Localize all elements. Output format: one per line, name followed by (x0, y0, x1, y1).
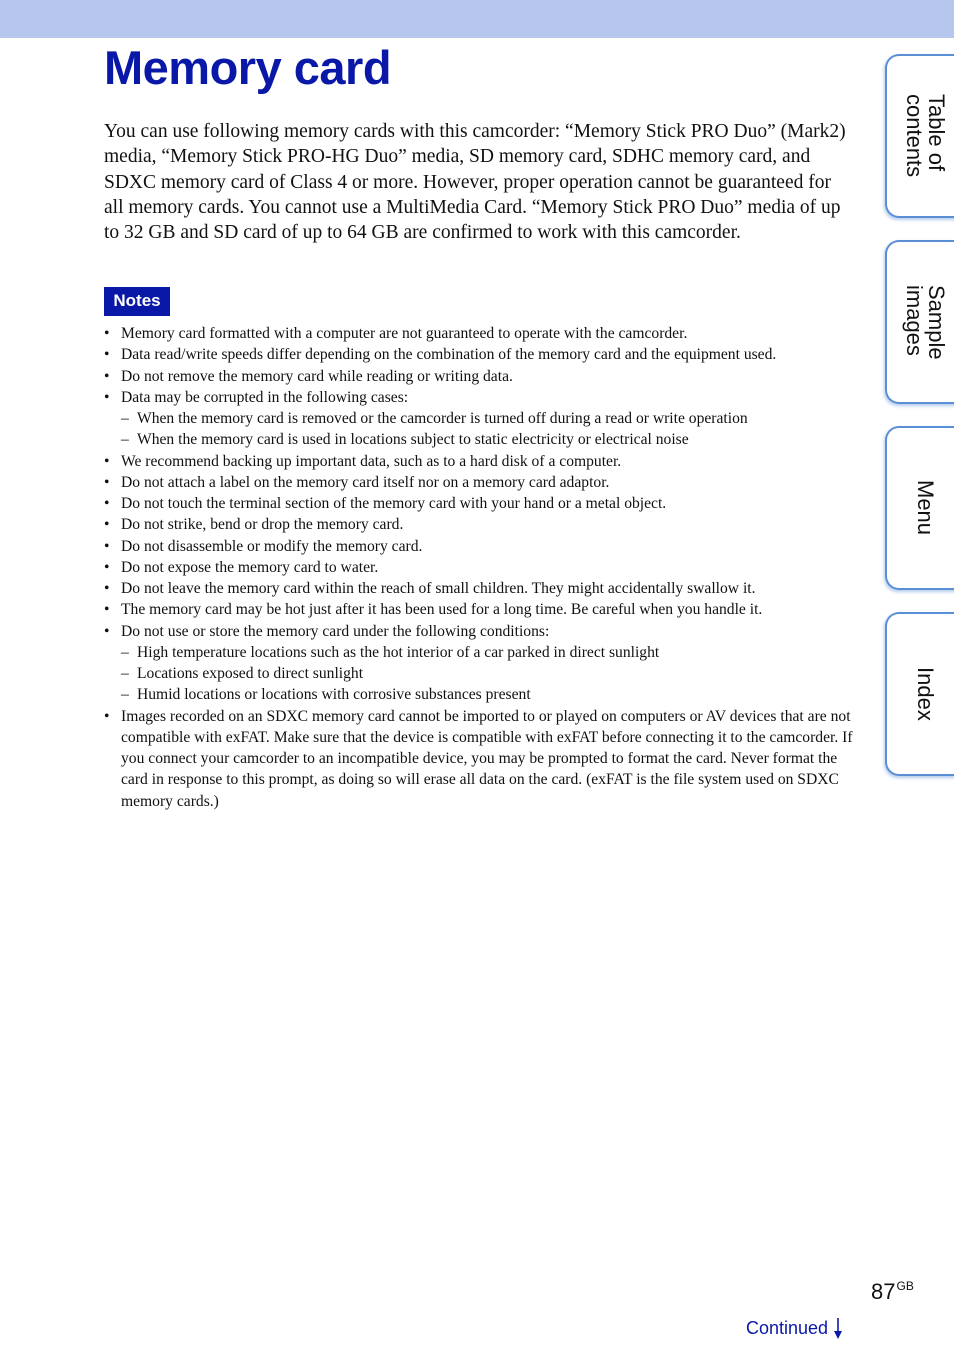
continued-label: Continued (746, 1317, 829, 1338)
sub-list-item (121, 663, 856, 684)
note-text: Data may be corrupted in the following cases: (121, 388, 409, 406)
list-item (104, 366, 856, 387)
sub-list-item (121, 408, 856, 429)
bullet-icon: • (104, 452, 110, 470)
sub-note-text: Humid locations or locations with corrosive substances present (137, 686, 531, 704)
note-text: Memory card formatted with a computer are not guaranteed to operate with the camcorder. (121, 325, 688, 342)
note-text: Do not expose the memory card to water. (121, 558, 379, 576)
sub-list-item (121, 642, 856, 663)
page-number-value: 87 (871, 1279, 896, 1304)
side-tab-label: Menu (913, 480, 938, 536)
bullet-icon: • (104, 558, 110, 576)
bullet-icon: • (104, 622, 110, 640)
side-tab-label: Sample images (902, 284, 949, 360)
bullet-icon: • (104, 346, 110, 364)
note-text: Do not use or store the memory card under the following conditions: (121, 622, 550, 640)
bullet-icon: • (104, 495, 110, 512)
side-tab-menu[interactable] (885, 426, 954, 590)
page-title: Memory card (104, 41, 392, 94)
list-item (104, 387, 856, 451)
side-tab-label: Index (913, 667, 938, 721)
bullet-icon: • (104, 325, 110, 342)
dash-icon: – (121, 643, 129, 661)
list-item (104, 493, 856, 514)
bullet-icon: • (104, 601, 110, 619)
corruption-cases-list (121, 408, 856, 451)
note-text: Images recorded on an SDXC memory card cannot be imported to or played on computers or AV devices that are not compatible with exFAT. Make sure that the device is compatible with exFAT before connecting it to the camcorder. If you connect your camcorder to an incompatible device, you may be prompted to format the card. Never format the card in response to this prompt, as doing so will erase all data on the card. (exFAT is the file system used on SDXC memory cards.) (121, 707, 853, 810)
sub-note-text: High temperature locations such as the hot interior of a car parked in direct sunlight (137, 643, 660, 661)
bullet-icon: • (104, 367, 110, 385)
arrow-down-icon (832, 1316, 844, 1340)
sub-list-item (121, 684, 856, 705)
sub-note-text: When the memory card is used in locations subject to static electricity or electrical noise (137, 431, 689, 449)
intro-paragraph: You can use following memory cards with this camcorder: “Memory Stick PRO Duo” (Mark2) media, “Memory Stick PRO-HG Duo” media, SD memory card, SDHC memory card, and SDXC memory card of Class 4 or more. However, proper operation cannot be guaranteed for all memory cards. You cannot use a MultiMedia Card. “Memory Stick PRO Duo” media of up to 32 GB and SD card of up to 64 GB are confirmed to work with this camcorder. (104, 121, 846, 244)
sub-note-text: Locations exposed to direct sunlight (137, 665, 364, 682)
bullet-icon: • (104, 580, 110, 597)
bullet-icon: • (104, 516, 110, 534)
dash-icon: – (121, 665, 129, 682)
side-tab-index[interactable] (885, 612, 954, 776)
bullet-icon: • (104, 473, 110, 491)
list-item (104, 323, 856, 344)
note-text: Do not touch the terminal section of the memory card with your hand or a metal object. (121, 495, 667, 512)
storage-conditions-list (121, 642, 856, 706)
dash-icon: – (121, 410, 129, 427)
note-text: Do not remove the memory card while reading or writing data. (121, 367, 513, 385)
notes-list (104, 323, 856, 812)
bullet-icon: • (104, 537, 110, 555)
continued-link[interactable] (746, 1316, 844, 1340)
page-number (871, 1279, 914, 1305)
list-item (104, 599, 856, 620)
list-item (104, 344, 856, 365)
list-item (104, 514, 856, 535)
note-text: Do not disassemble or modify the memory card. (121, 537, 423, 555)
list-item (104, 536, 856, 557)
dash-icon: – (121, 431, 129, 449)
notes-label: Notes (104, 287, 170, 316)
page-number-suffix: GB (896, 1279, 914, 1293)
list-item (104, 451, 856, 472)
sub-list-item (121, 429, 856, 450)
note-text: The memory card may be hot just after it has been used for a long time. Be careful when you handle it. (121, 601, 763, 619)
list-item (104, 621, 856, 706)
note-text: Data read/write speeds differ depending on the combination of the memory card and the equipment used. (121, 346, 777, 364)
sub-note-text: When the memory card is removed or the camcorder is turned off during a read or write operation (137, 410, 748, 427)
note-text: Do not strike, bend or drop the memory card. (121, 516, 404, 534)
side-tab-label: Table of contents (902, 94, 949, 178)
side-tab-sample-images[interactable] (885, 240, 954, 404)
list-item (104, 472, 856, 493)
note-text: Do not attach a label on the memory card itself nor on a memory card adaptor. (121, 473, 610, 491)
header-band (0, 0, 954, 38)
note-text: We recommend backing up important data, such as to a hard disk of a computer. (121, 452, 622, 470)
dash-icon: – (121, 686, 129, 704)
bullet-icon: • (104, 707, 110, 725)
list-item (104, 706, 856, 812)
list-item (104, 557, 856, 578)
side-tab-table-of-contents[interactable] (885, 54, 954, 218)
bullet-icon: • (104, 388, 110, 406)
list-item (104, 578, 856, 599)
note-text: Do not leave the memory card within the reach of small children. They might accidentally swallow it. (121, 580, 756, 597)
